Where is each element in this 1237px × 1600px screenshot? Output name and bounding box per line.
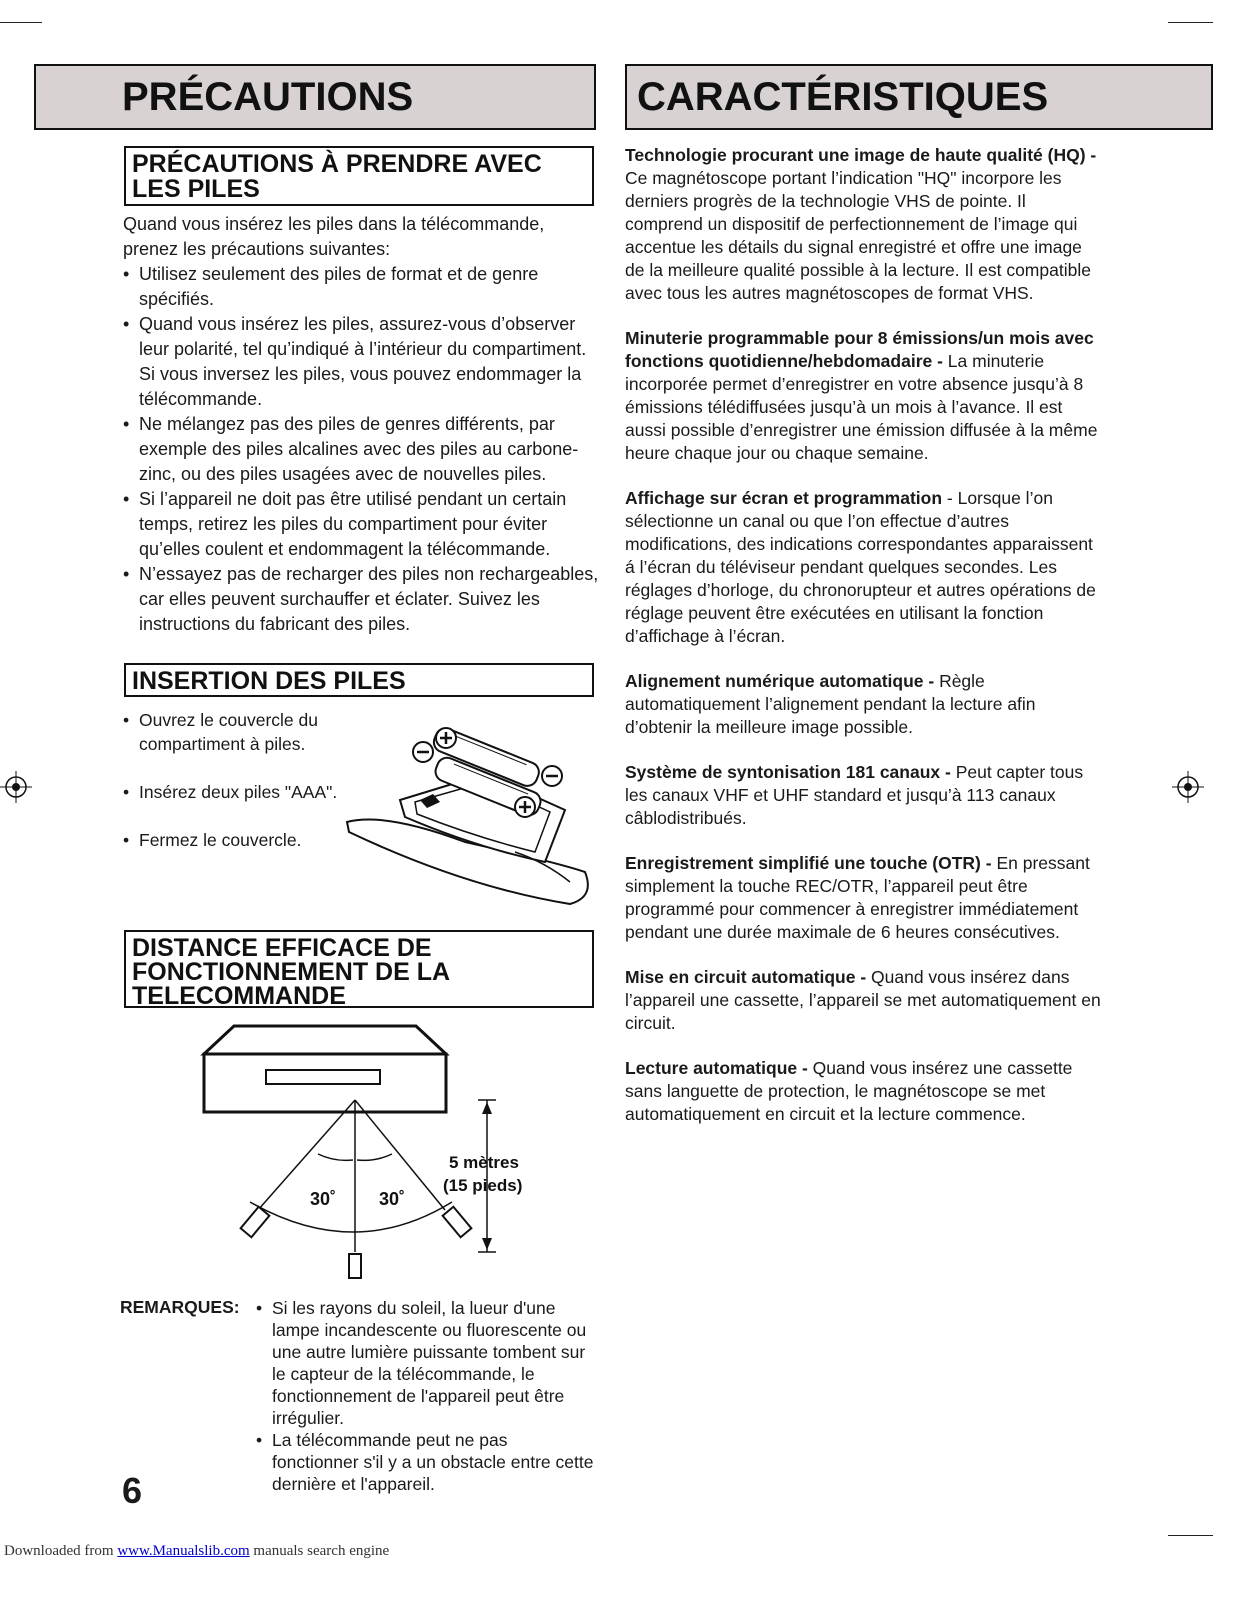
remote-distance-diagram — [200, 1022, 550, 1284]
feature-item — [625, 1057, 1103, 1126]
remote-distance-title: DISTANCE EFFICACE DE FONCTIONNEMENT DE LA TELECOMMANDE — [124, 930, 594, 1008]
remarks-list — [256, 1297, 596, 1495]
distance-label-1: 5 mètres — [449, 1153, 519, 1172]
feature-title: Mise en circuit automatique - — [625, 967, 867, 987]
crop-mark — [1168, 22, 1213, 23]
footer-link[interactable]: www.Manualslib.com — [117, 1543, 250, 1559]
battery-precautions-intro: Quand vous insérez les piles dans la télécommande, prenez les précautions suivantes: — [123, 214, 545, 259]
list-item: • Utilisez seulement des piles de format et de genre spécifiés. — [123, 262, 599, 312]
battery-precautions-title: PRÉCAUTIONS À PRENDRE AVEC LES PILES — [124, 146, 594, 206]
remarks-label: REMARQUES: — [120, 1297, 240, 1317]
feature-text: En pressant simplement la touche REC/OTR, l’appareil peut être programmé pour commencer à enregistrer immédiatement pendant une durée maximale de 6 heures consécutives. — [625, 853, 1090, 942]
crop-mark — [1168, 1535, 1213, 1536]
feature-text: La minuterie incorporée permet d’enregistrer en votre absence jusqu’à 8 émissions télédiffusées jusqu’à un mois à l’avance. Il est aussi possible d’enregistrer une émission diffusée à la même heure chaque jour ou chaque semaine. — [625, 351, 1098, 463]
page-number: 6 — [122, 1470, 143, 1511]
footer — [4, 1543, 389, 1560]
footer-prefix: Downloaded from — [4, 1543, 118, 1559]
list-item: • N’essayez pas de recharger des piles non rechargeables, car elles peuvent surchauffer et éclater. Suivez les instructions du fabricant des piles. — [123, 562, 599, 637]
feature-text: - Lorsque l’on sélectionne un canal ou que l’on effectue d’autres modifications, des indications correspondantes apparaissent á l’écran du téléviseur pendant quelques secondes. Les réglages d’horloge, du chronorupteur et autres opérations de réglage peuvent être exécutées en utilisant la fonction d’affichage à l’écran. — [625, 488, 1096, 646]
registration-mark-right — [1171, 770, 1205, 804]
feature-title: Minuterie programmable pour 8 émissions/un mois avec fonctions quotidienne/hebdomadaire - — [625, 328, 1094, 371]
list-item: • La télécommande peut ne pas fonctionner s'il y a un obstacle entre cette dernière et l'appareil. — [256, 1429, 596, 1495]
feature-item — [625, 144, 1103, 305]
left-header — [34, 64, 596, 130]
feature-item — [625, 487, 1103, 648]
feature-item — [625, 966, 1103, 1035]
battery-insertion-steps — [123, 708, 363, 852]
left-header-text: PRÉCAUTIONS — [122, 75, 414, 119]
list-item: • Ne mélangez pas des piles de genres différents, par exemple des piles alcalines avec des piles au carbone-zinc, ou des piles usagées avec de nouvelles piles. — [123, 412, 599, 487]
feature-title: Affichage sur écran et programmation — [625, 488, 943, 508]
feature-text: Peut capter tous les canaux VHF et UHF standard et jusqu’à 113 canaux câblodistribués. — [625, 762, 1084, 828]
features-column — [625, 144, 1103, 1148]
feature-item — [625, 670, 1103, 739]
feature-title: Enregistrement simplifié une touche (OTR) - — [625, 853, 992, 873]
battery-insertion-title: INSERTION DES PILES — [124, 663, 594, 697]
list-item: • Si l’appareil ne doit pas être utilisé pendant un certain temps, retirez les piles du compartiment pour éviter qu’elles coulent et endommagent la télécommande. — [123, 487, 599, 562]
battery-precautions-list — [123, 262, 599, 637]
feature-title: Système de syntonisation 181 canaux - — [625, 762, 951, 782]
feature-item — [625, 327, 1103, 465]
list-item: • Quand vous insérez les piles, assurez-vous d’observer leur polarité, tel qu’indiqué à l’intérieur du compartiment. Si vous inversez les piles, vous pouvez endommager la télécommande. — [123, 312, 599, 412]
feature-text: Règle automatiquement l’alignement pendant la lecture afin d’obtenir la meilleure image possible. — [625, 671, 1036, 737]
crop-mark — [0, 22, 42, 23]
feature-title: Lecture automatique - — [625, 1058, 808, 1078]
right-header — [625, 64, 1213, 130]
feature-title: Alignement numérique automatique - — [625, 671, 935, 691]
feature-item — [625, 852, 1103, 944]
angle-left-label: 30˚ — [310, 1189, 337, 1209]
feature-text: Quand vous insérez une cassette sans languette de protection, le magnétoscope se met automatiquement en circuit et la lecture commence. — [625, 1058, 1073, 1124]
feature-text: Quand vous insérez dans l’appareil une cassette, l’appareil se met automatiquement en circuit. — [625, 967, 1101, 1033]
list-item: • Fermez le couvercle. — [123, 828, 363, 852]
distance-label-2: (15 pieds) — [443, 1176, 523, 1195]
registration-mark-left — [0, 770, 34, 804]
list-item: • Ouvrez le couvercle du compartiment à piles. — [123, 708, 363, 756]
footer-suffix: manuals search engine — [249, 1543, 390, 1559]
list-item: • Si les rayons du soleil, la lueur d'une lampe incandescente ou fluorescente ou une autre lumière puissante tombent sur le capteur de la télécommande, le fonctionnement de l'appareil peut être irrégulier. — [256, 1297, 596, 1429]
remote-battery-illustration — [345, 722, 595, 912]
feature-text: Ce magnétoscope portant l’indication "HQ" incorpore les derniers progrès de la technologie VHS de pointe. Il comprend un dispositif de perfectionnement de l’image qui accentue les détails du signal enregistré et offre une image de la meilleure qualité possible à la lecture. Il est compatible avec tous les autres magnétoscopes de format VHS. — [625, 168, 1091, 303]
battery-precautions-body — [123, 212, 599, 637]
right-header-text: CARACTÉRISTIQUES — [637, 75, 1049, 119]
feature-title: Technologie procurant une image de haute qualité (HQ) - — [625, 145, 1097, 165]
list-item: • Insérez deux piles "AAA". — [123, 780, 363, 804]
feature-item — [625, 761, 1103, 830]
angle-right-label: 30˚ — [379, 1189, 406, 1209]
